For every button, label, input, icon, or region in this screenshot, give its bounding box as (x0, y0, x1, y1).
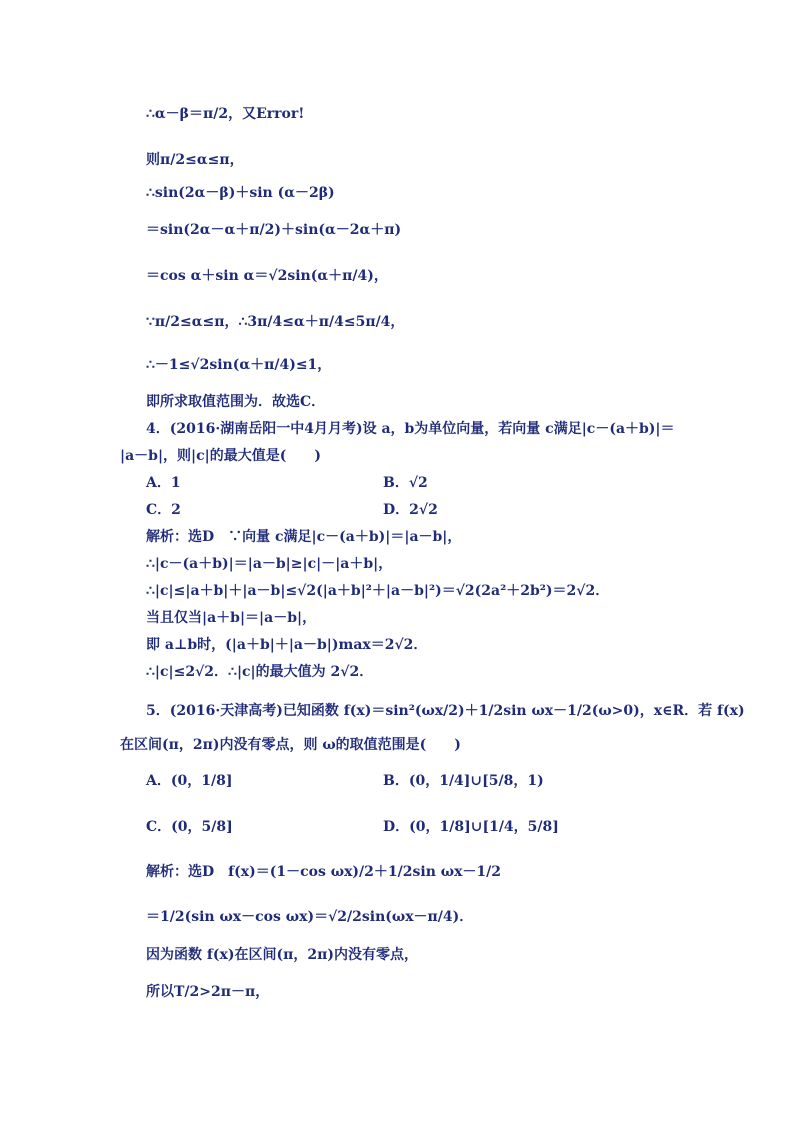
solution-line: 当且仅当|a＋b|＝|a－b|， (146, 610, 317, 626)
question-5-stem: 5．(2016·天津高考)已知函数 f(x)＝sin²(ωx/2)＋1/2sin ωx－1/2(ω>0)，x∈R．若 f(x) (146, 703, 745, 719)
question-4-option-d: D．2√2 (383, 502, 438, 518)
question-5-option-c: C．(0，5/8] (146, 819, 233, 835)
solution-line: ＝sin(2α－α＋π/2)＋sin(α－2α＋π) (146, 222, 402, 238)
solution-line: ＝1/2(sin ωx－cos ωx)＝√2/2sin(ωx－π/4)． (146, 909, 474, 925)
solution-line: 即所求取值范围为．故选C． (146, 394, 326, 410)
question-4-stem: |a－b|，则|c|的最大值是( ) (120, 448, 322, 464)
solution-line: ∴|c|≤2√2．∴|c|的最大值为 2√2． (146, 664, 374, 680)
question-4-stem: 4．(2016·湖南岳阳一中4月月考)设 a，b为单位向量，若向量 c满足|c－(a＋b)|＝ (146, 421, 675, 437)
solution-line: ∴－1≤√2sin(α＋π/4)≤1， (146, 357, 332, 373)
solution-line: ＝cos α＋sin α＝√2sin(α＋π/4)， (146, 268, 388, 284)
solution-line: 解析：选D ∵向量 c满足|c－(a＋b)|＝|a－b|， (146, 529, 462, 545)
solution-line: 即 a⊥b时，(|a＋b|＋|a－b|)max＝2√2． (146, 637, 428, 653)
solution-line: ∴α－β＝π/2，又Error! (146, 106, 305, 122)
question-5-option-b: B．(0，1/4]∪[5/8，1) (383, 773, 544, 789)
question-5-option-d: D．(0，1/8]∪[1/4，5/8] (383, 819, 559, 835)
question-4-option-a: A．1 (146, 475, 181, 491)
question-4-option-b: B．√2 (383, 475, 428, 491)
solution-line: 所以T/2>2π－π， (146, 984, 270, 1000)
question-5-option-a: A．(0，1/8] (146, 773, 233, 789)
question-4-option-c: C．2 (146, 502, 181, 518)
solution-line: ∴sin(2α－β)＋sin (α－2β) (146, 185, 335, 201)
solution-line: ∴|c－(a＋b)|＝|a－b|≥|c|－|a＋b|， (146, 556, 393, 572)
solution-line: 因为函数 f(x)在区间(π，2π)内没有零点， (146, 947, 418, 963)
solution-line: 解析：选D f(x)＝(1－cos ωx)/2＋1/2sin ωx－1/2 (146, 864, 502, 880)
solution-line: ∵π/2≤α≤π，∴3π/4≤α＋π/4≤5π/4， (146, 314, 405, 330)
solution-line: 则π/2≤α≤π， (146, 152, 244, 168)
solution-line: ∴|c|≤|a＋b|＋|a－b|≤√2(|a＋b|²＋|a－b|²)＝√2(2a²＋2b²)＝2√2． (146, 583, 610, 599)
question-5-stem: 在区间(π，2π)内没有零点，则 ω的取值范围是( ) (120, 737, 461, 753)
